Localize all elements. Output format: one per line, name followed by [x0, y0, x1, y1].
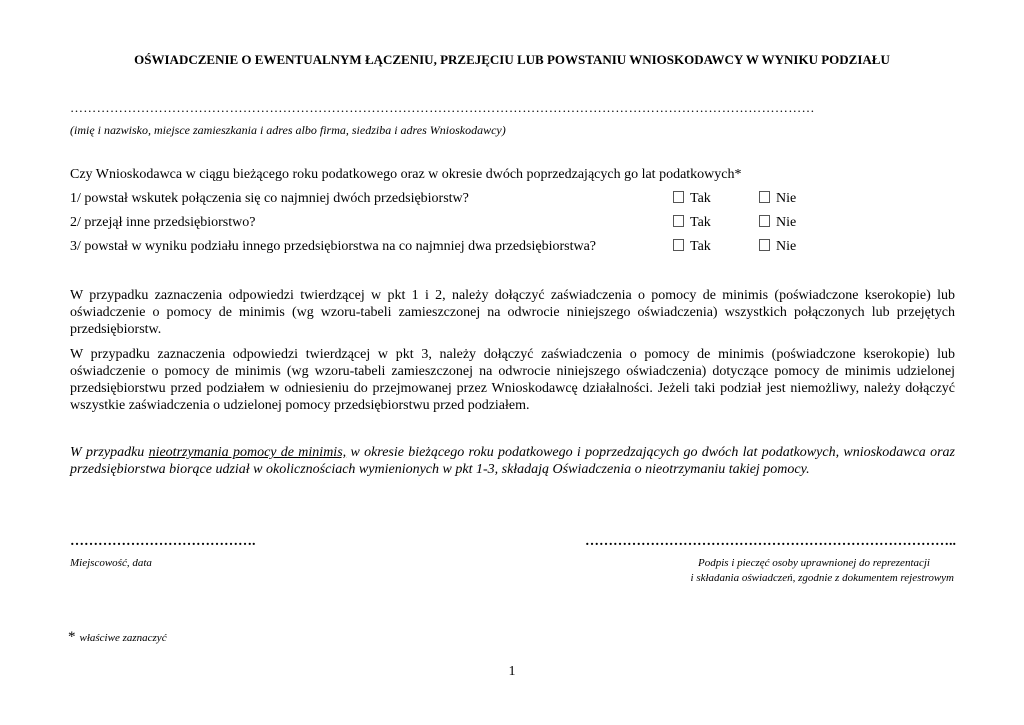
footnote-star: *	[68, 629, 76, 645]
document-title: OŚWIADCZENIE O EWENTUALNYM ŁĄCZENIU, PRZEJĘCIU LUB POWSTANIU WNIOSKODAWCY W WYNIKU PODZIAŁU	[134, 52, 890, 67]
instruction-paragraph-2: W przypadku zaznaczenia odpowiedzi twierdzącej w pkt 3, należy dołączyć zaświadczenia o pomocy de minimis (poświadczone kserokopie) lub oświadczenie o pomocy de minimis (wg wzoru-tabeli zamieszczonej na odwrocie niniejszego oświadczenia) dotyczące pomocy de minimis udzielonej przedsiębiorstwu przed podziałem w odniesieniu do przejmowanej przez Wnioskodawcę działalności. Jeżeli taki podział jest niemożliwy, należy dołączyć wszystkie zaświadczenia o udzielonej pomocy przedsiębiorstwu przed podziałem.	[70, 347, 955, 413]
q2-yes-option[interactable]	[673, 215, 711, 231]
signature-label-line1: Podpis i pieczęć osoby uprawnionej do reprezentacji	[698, 557, 930, 569]
para3-underlined: nieotrzymania pomocy de minimis,	[148, 445, 347, 460]
q1-yes-label: Tak	[690, 191, 711, 206]
signature-label-line2: i składania oświadczeń, zgodnie z dokumentem rejestrowym	[690, 572, 954, 584]
question-1: 1/ powstał wskutek połączenia się co najmniej dwóch przedsiębiorstw?	[70, 191, 469, 206]
q2-yes-checkbox[interactable]	[673, 215, 684, 227]
q1-no-checkbox[interactable]	[759, 191, 770, 203]
question-2: 2/ przejął inne przedsiębiorstwo?	[70, 215, 256, 230]
instruction-paragraph-1: W przypadku zaznaczenia odpowiedzi twierdzącej w pkt 1 i 2, należy dołączyć zaświadczenia o pomocy de minimis (poświadczone kserokopie) lub oświadczenie o pomocy de minimis (wg wzoru-tabeli zamieszczonej na odwrocie niniejszego oświadczenia) wszystkich połączonych lub przejętych przedsiębiorstw.	[70, 288, 955, 337]
place-date-field[interactable]: ………………………………….	[70, 534, 256, 549]
question-intro: Czy Wnioskodawca w ciągu bieżącego roku podatkowego oraz w okresie dwóch poprzedzających go lat podatkowych*	[70, 167, 742, 182]
q3-no-option[interactable]	[759, 239, 796, 255]
applicant-hint: (imię i nazwisko, miejsce zamieszkania i adres albo firma, siedziba i adres Wnioskodawcy)	[70, 123, 506, 137]
q1-no-option[interactable]	[759, 191, 796, 207]
q1-yes-checkbox[interactable]	[673, 191, 684, 203]
para3-after: w okresie bieżącego roku podatkowego i poprzedzających go dwóch lat podatkowych, wnioskodawca oraz przedsiębiorstwa biorące udział w okolicznościach wymienionych w pkt 1-3, składają Oświadczenia o nieotrzymaniu takiej pomocy.	[70, 445, 955, 477]
footnote	[68, 628, 167, 646]
q3-no-checkbox[interactable]	[759, 239, 770, 251]
question-3: 3/ powstał w wyniku podziału innego przedsiębiorstwa na co najmniej dwa przedsiębiorstwa?	[70, 239, 597, 254]
q1-yes-option[interactable]	[673, 191, 711, 207]
footnote-text: właściwe zaznaczyć	[79, 632, 167, 644]
signature-field[interactable]: ……………………………………………………………………..	[585, 534, 956, 549]
page-number: 1	[508, 664, 516, 679]
q2-yes-label: Tak	[690, 215, 711, 230]
q3-yes-label: Tak	[690, 239, 711, 254]
q2-no-label: Nie	[776, 215, 797, 230]
applicant-field[interactable]: ……………………………………………………………………………………………………………………………………………………	[70, 100, 815, 115]
q2-no-checkbox[interactable]	[759, 215, 770, 227]
para3-before: W przypadku	[70, 445, 149, 460]
instruction-paragraph-3	[70, 444, 955, 478]
place-date-label: Miejscowość, data	[70, 557, 152, 569]
q3-no-label: Nie	[776, 239, 797, 254]
q3-yes-checkbox[interactable]	[673, 239, 684, 251]
q3-yes-option[interactable]	[673, 239, 711, 255]
q2-no-option[interactable]	[759, 215, 796, 231]
q1-no-label: Nie	[776, 191, 797, 206]
